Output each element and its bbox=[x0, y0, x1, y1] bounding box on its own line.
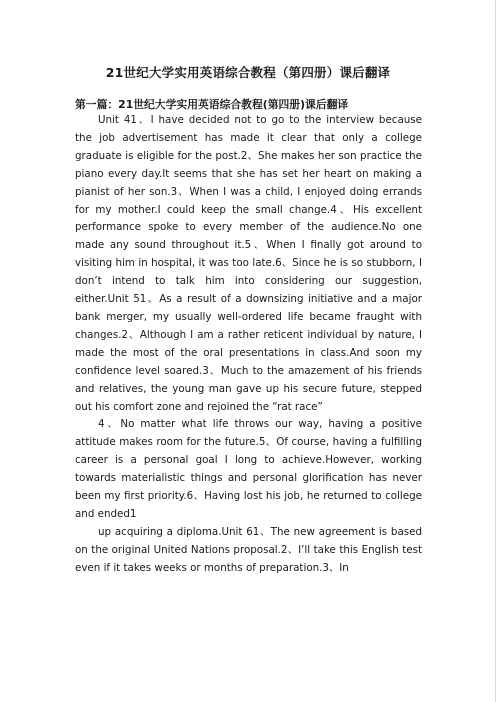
paragraph-2: 4、No matter what life throws our way, having a positive attitude makes room for the future.5、Of course, having a fulfilling career is a personal goal I long to achieve.However, working towards materialistic things and personal glorification has never been my first priority.6、Having lost his job, he returned to college and ended1 bbox=[75, 418, 422, 520]
document-body bbox=[75, 112, 422, 578]
section-heading: 第一篇：21世纪大学实用英语综合教程(第四册)课后翻译 bbox=[75, 98, 349, 111]
page-title: 21世纪大学实用英语综合教程（第四册）课后翻译 bbox=[105, 65, 391, 80]
paragraph-1: Unit 41、I have decided not to go to the interview because the job advertisement has made it clear that only a college graduate is eligible for the post.2、She makes her son practice the piano every day.It seems that she has set her heart on making a pianist of her son.3、When I was a child, I enjoyed doing errands for my mother.I could keep the small change.4、His excellent performance spoke to every member of the audience.No one made any sound throughout it.5、When I finally got around to visiting him in hospital, it was too late.6、Since he is so stubborn, I don’t intend to talk him into considering our suggestion, either.Unit 51、As a result of a downsizing initiative and a major bank merger, my usually well-ordered life became fraught with changes.2、Although I am a rather reticent individual by nature, I made the most of the oral presentations in class.And soon my confidence level soared.3、Much to the amazement of his friends and relatives, the young man gave up his secure future, stepped out his comfort zone and rejoined the “rat race” bbox=[75, 114, 422, 413]
paragraph-3: up acquiring a diploma.Unit 61、The new agreement is based on the original United Nations proposal.2、I’ll take this English test even if it takes weeks or months of preparation.3、In bbox=[75, 525, 422, 574]
